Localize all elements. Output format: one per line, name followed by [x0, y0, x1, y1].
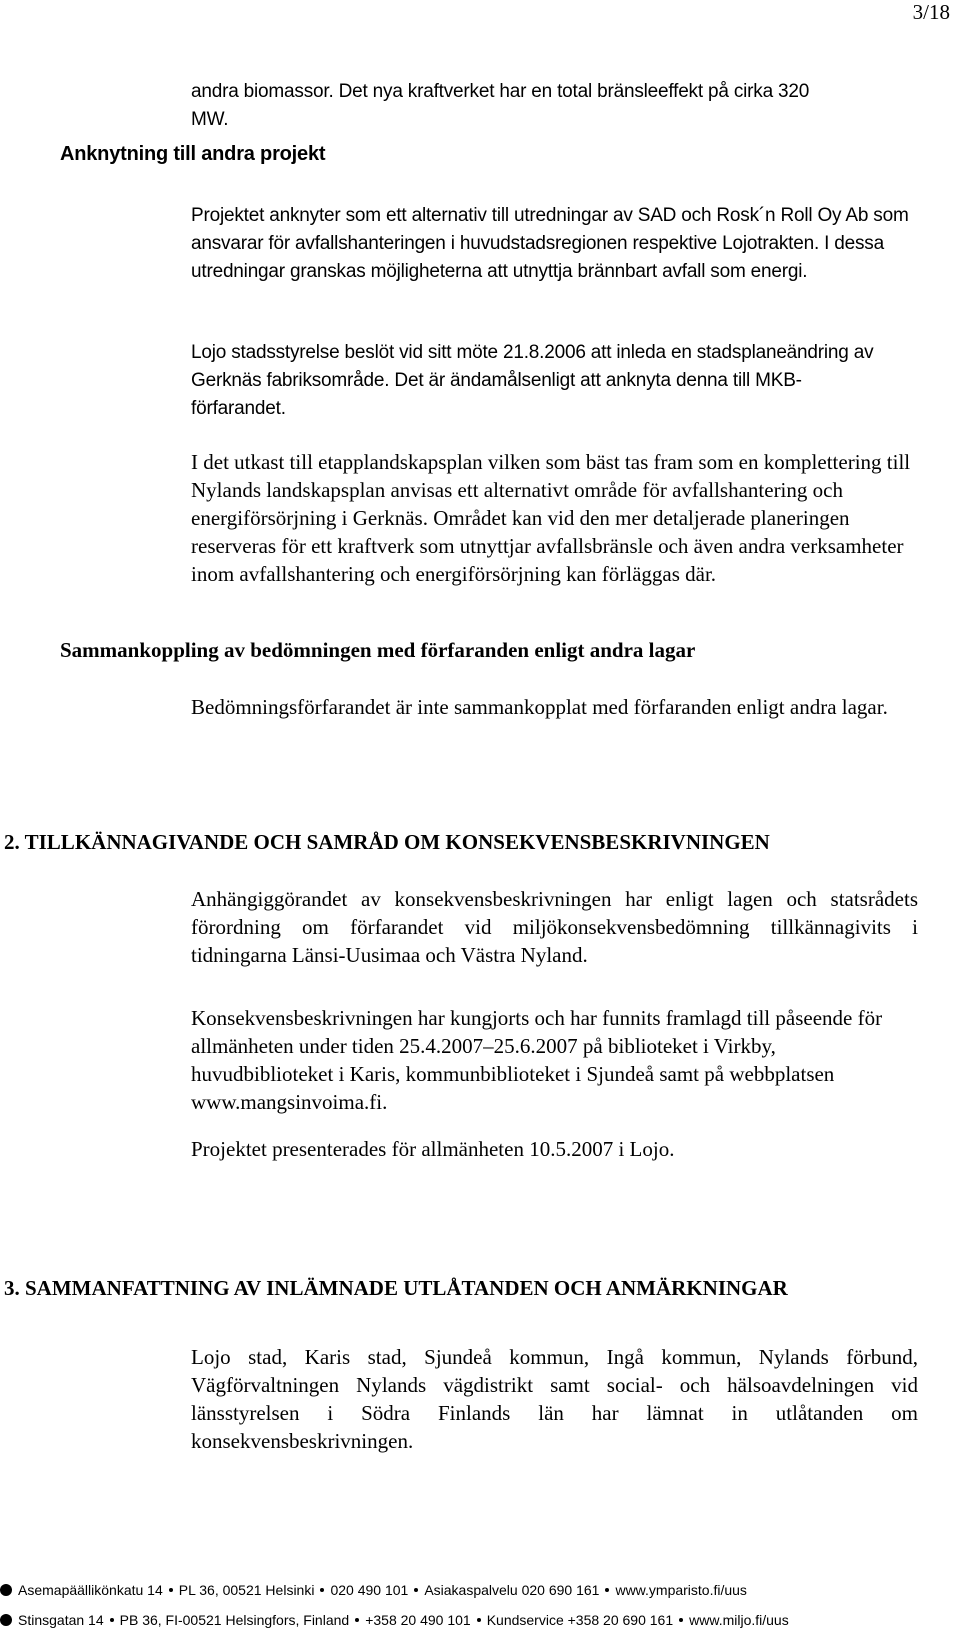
footer-sv-address: Stinsgatan 14 — [18, 1612, 104, 1628]
section2-paragraph-2: Konsekvensbeskrivningen har kungjorts och har funnits framlagd till påseende för allmänheten under tiden 25.4.2007–25.6.2007 på biblioteket i Virkby, huvudbiblioteket i Karis, kommunbiblioteket i Sjundeå samt på webbplatsen www.mangsinvoima.fi. — [191, 1006, 883, 1114]
intro-line-2: MW. — [191, 109, 229, 130]
dot-separator-icon — [477, 1618, 481, 1622]
footer-fi-service: Asiakaspalvelu 020 690 161 — [424, 1582, 600, 1598]
link-paragraph-1: Bedömningsförfarandet är inte sammankopplat med förfaranden enligt andra lagar. — [191, 695, 888, 719]
intro-line-1: andra biomassor. Det nya kraftverket har en total bränsleeffekt på cirka 320 — [191, 81, 810, 102]
section3-paragraph-1: Lojo stad, Karis stad, Sjundeå kommun, Ingå kommun, Nylands förbund, Vägförvaltningen Nylands vägdistrikt samt social- och hälsoavdelningen vid länsstyrelsen i Södra Finlands län har lämnat in utlåtanden om konsekvensbeskrivningen. — [191, 1345, 918, 1453]
bullet-icon — [0, 1614, 12, 1626]
dot-separator-icon — [679, 1618, 683, 1622]
dot-separator-icon — [110, 1618, 114, 1622]
footer-sv-web[interactable]: www.miljo.fi/uus — [689, 1612, 789, 1628]
heading-section-3: 3. SAMMANFATTNING AV INLÄMNADE UTLÅTANDEN OCH ANMÄRKNINGAR — [4, 1276, 788, 1300]
heading-link-other-laws: Sammankoppling av bedömningen med förfaranden enligt andra lagar — [60, 638, 696, 662]
dot-separator-icon — [320, 1588, 324, 1592]
dot-separator-icon — [605, 1588, 609, 1592]
related-paragraph-2: Lojo stadsstyrelse beslöt vid sitt möte 21.8.2006 att inleda en stadsplaneändring av Gerknäs fabriksområde. Det är ändamålsenligt att anknyta denna till MKB-förfarandet. — [191, 342, 874, 419]
footer-swedish — [0, 1612, 789, 1628]
heading-section-2: 2. TILLKÄNNAGIVANDE OCH SAMRÅD OM KONSEKVENSBESKRIVNINGEN — [4, 830, 770, 854]
footer-sv-phone: +358 20 490 101 — [365, 1612, 471, 1628]
related-paragraph-3: I det utkast till etapplandskapsplan vilken som bäst tas fram som en komplettering till Nylands landskapsplan anvisas ett alternativt område för avfallshantering och energiförsörjning i Gerknäs. Området kan vid den mer detaljerade planeringen reserveras för ett kraftverk som utnyttjar avfallsbränsle och även andra verksamheter inom avfallshantering och energiförsörjning kan förläggas där. — [191, 450, 911, 586]
intro-text — [191, 78, 931, 134]
related-paragraph-1: Projektet anknyter som ett alternativ till utredningar av SAD och Rosk´n Roll Oy Ab som ansvarar för avfallshanteringen i huvudstadsregionen respektive Lojotrakten. I dessa utredningar granskas möjligheterna att utnyttja brännbart avfall som energi. — [191, 205, 909, 282]
page-number: 3/18 — [912, 0, 950, 24]
section2-paragraph-3: Projektet presenterades för allmänheten 10.5.2007 i Lojo. — [191, 1137, 675, 1161]
bullet-icon — [0, 1584, 12, 1596]
dot-separator-icon — [414, 1588, 418, 1592]
footer-fi-web[interactable]: www.ymparisto.fi/uus — [615, 1582, 747, 1598]
section2-paragraph-1: Anhängiggörandet av konsekvensbeskrivningen har enligt lagen och statsrådets förordning om förfarandet vid miljökonsekvensbedömning tillkännagivits i tidningarna Länsi-Uusimaa och Västra Nyland. — [191, 887, 918, 967]
dot-separator-icon — [169, 1588, 173, 1592]
footer-finnish — [0, 1582, 747, 1598]
footer-sv-postbox: PB 36, FI-00521 Helsingfors, Finland — [119, 1612, 350, 1628]
footer-fi-phone: 020 490 101 — [330, 1582, 409, 1598]
footer-fi-postbox: PL 36, 00521 Helsinki — [178, 1582, 315, 1598]
footer-fi-address: Asemapäällikönkatu 14 — [18, 1582, 163, 1598]
footer-sv-service: Kundservice +358 20 690 161 — [486, 1612, 674, 1628]
heading-related-projects: Anknytning till andra projekt — [60, 143, 326, 165]
dot-separator-icon — [355, 1618, 359, 1622]
